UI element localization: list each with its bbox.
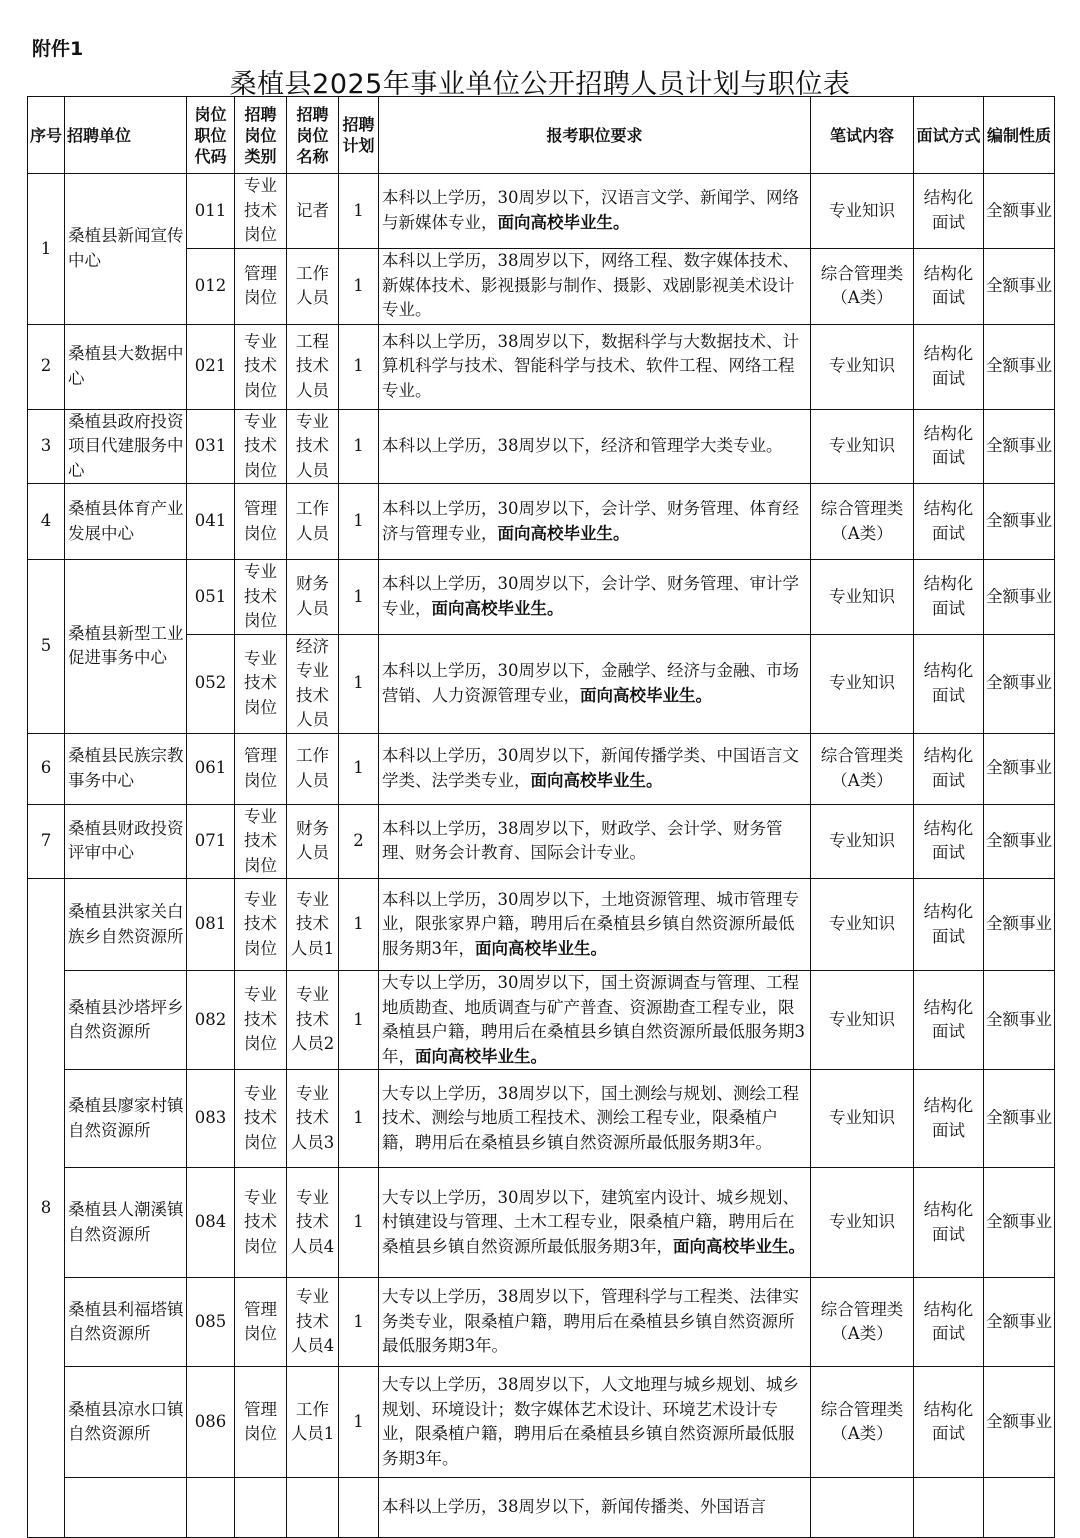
category-cell: 管理岗位	[235, 1278, 287, 1367]
category-cell: 专业技术岗位	[235, 409, 287, 484]
requirements-cell	[379, 560, 811, 635]
staffing-cell: 全额事业	[984, 634, 1055, 733]
staffing-cell: 全额事业	[984, 733, 1055, 804]
category-cell: 专业技术岗位	[235, 971, 287, 1070]
header-unit: 招聘单位	[65, 97, 187, 174]
category-cell: 专业技术岗位	[235, 634, 287, 733]
staffing-cell: 全额事业	[984, 174, 1055, 249]
table-row	[28, 409, 1055, 484]
position-cell: 工程技术人员	[287, 324, 339, 409]
table-row	[28, 879, 1055, 971]
unit-cell: 桑植县大数据中心	[65, 324, 187, 409]
unit-cell: 桑植县廖家村镇自然资源所	[65, 1070, 187, 1168]
unit-cell: 桑植县财政投资评审中心	[65, 804, 187, 879]
table-row	[28, 1168, 1055, 1278]
category-cell: 管理岗位	[235, 248, 287, 324]
code-cell: 012	[187, 248, 235, 324]
position-cell: 工作人员	[287, 733, 339, 804]
requirements-cell	[379, 1478, 811, 1538]
header-exam: 笔试内容	[811, 97, 914, 174]
document-title: 桑植县2025年事业单位公开招聘人员计划与职位表	[229, 69, 851, 100]
code-cell: 086	[187, 1367, 235, 1478]
staffing-cell: 全额事业	[984, 1070, 1055, 1168]
plan-cell: 1	[339, 1168, 379, 1278]
staffing-cell: 全额事业	[984, 1168, 1055, 1278]
exam-cell: 综合管理类（A类）	[811, 484, 914, 560]
requirements-bold-text: 面向高校毕业生。	[475, 938, 607, 958]
header-staffing: 编制性质	[984, 97, 1055, 174]
exam-cell: 专业知识	[811, 560, 914, 635]
position-cell: 财务人员	[287, 560, 339, 635]
code-cell: 071	[187, 804, 235, 879]
interview-cell	[914, 1478, 984, 1538]
requirements-cell	[379, 1168, 811, 1278]
plan-cell: 1	[339, 248, 379, 324]
unit-cell: 桑植县洪家关白族乡自然资源所	[65, 879, 187, 971]
interview-cell: 结构化面试	[914, 879, 984, 971]
staffing-cell	[984, 1478, 1055, 1538]
requirements-text: 大专以上学历，38周岁以下，国土测绘与规划、测绘工程技术、测绘与地质工程技术、测绘工程专业，限桑植户籍，聘用后在桑植县乡镇自然资源所最低服务期3年。	[382, 1083, 799, 1152]
table-row	[28, 484, 1055, 560]
requirements-text: 本科以上学历，30周岁以下，汉语言文学、新闻学、网络与新媒体专业，	[382, 188, 799, 232]
interview-cell: 结构化面试	[914, 634, 984, 733]
table-row	[28, 1278, 1055, 1367]
requirements-cell	[379, 324, 811, 409]
code-cell: 085	[187, 1278, 235, 1367]
position-cell: 专业技术人员4	[287, 1278, 339, 1367]
code-cell: 081	[187, 879, 235, 971]
staffing-cell: 全额事业	[984, 484, 1055, 560]
requirements-bold-text: 面向高校毕业生。	[431, 598, 564, 618]
category-cell: 专业技术岗位	[235, 174, 287, 249]
plan-cell: 1	[339, 971, 379, 1070]
interview-cell: 结构化面试	[914, 484, 984, 560]
header-seq: 序号	[28, 97, 65, 174]
attachment-label: 附件1	[32, 38, 84, 60]
table-row	[28, 733, 1055, 804]
plan-cell: 1	[339, 634, 379, 733]
exam-cell: 专业知识	[811, 174, 914, 249]
plan-cell: 1	[339, 879, 379, 971]
interview-cell: 结构化面试	[914, 324, 984, 409]
interview-cell: 结构化面试	[914, 560, 984, 635]
code-cell	[187, 1478, 235, 1538]
code-cell: 021	[187, 324, 235, 409]
requirements-bold-text: 面向高校毕业生。	[497, 212, 630, 232]
header-position: 招聘岗位名称	[287, 97, 339, 174]
header-requirements: 报考职位要求	[379, 97, 811, 174]
seq-cell: 5	[28, 560, 65, 734]
code-cell: 041	[187, 484, 235, 560]
code-cell: 083	[187, 1070, 235, 1168]
table-row	[28, 1070, 1055, 1168]
code-cell: 082	[187, 971, 235, 1070]
position-cell: 专业技术人员3	[287, 1070, 339, 1168]
header-interview: 面试方式	[914, 97, 984, 174]
requirements-cell	[379, 971, 811, 1070]
requirements-cell	[379, 634, 811, 733]
requirements-text: 大专以上学历，30周岁以下，建筑室内设计、城乡规划、村镇建设与管理、土木工程专业，限桑植户籍，聘用后在桑植县乡镇自然资源所最低服务期3年，	[382, 1187, 799, 1256]
unit-cell	[65, 1478, 187, 1538]
unit-cell: 桑植县政府投资项目代建服务中心	[65, 409, 187, 484]
exam-cell: 综合管理类（A类）	[811, 248, 914, 324]
code-cell: 031	[187, 409, 235, 484]
staffing-cell: 全额事业	[984, 560, 1055, 635]
exam-cell: 专业知识	[811, 879, 914, 971]
staffing-cell: 全额事业	[984, 1278, 1055, 1367]
requirements-cell	[379, 879, 811, 971]
header-plan: 招聘计划	[339, 97, 379, 174]
table-row	[28, 560, 1055, 635]
requirements-text: 大专以上学历，30周岁以下，国土资源调查与管理、工程地质勘查、地质调查与矿产普查、资源勘查工程专业，限桑植县户籍，聘用后在桑植县乡镇自然资源所最低服务期3年，	[382, 973, 805, 1066]
requirements-cell	[379, 733, 811, 804]
seq-cell: 1	[28, 174, 65, 325]
header-code: 岗位职位代码	[187, 97, 235, 174]
seq-cell: 3	[28, 409, 65, 484]
position-cell: 工作人员	[287, 484, 339, 560]
table-body	[28, 174, 1055, 1538]
requirements-text: 本科以上学历，38周岁以下，新闻传播类、外国语言	[382, 1497, 766, 1517]
exam-cell	[811, 1478, 914, 1538]
code-cell: 084	[187, 1168, 235, 1278]
plan-cell: 1	[339, 1278, 379, 1367]
category-cell: 专业技术岗位	[235, 560, 287, 635]
plan-cell: 1	[339, 409, 379, 484]
interview-cell: 结构化面试	[914, 1367, 984, 1478]
unit-cell: 桑植县新型工业促进事务中心	[65, 560, 187, 734]
seq-cell: 4	[28, 484, 65, 560]
position-cell: 专业技术人员	[287, 409, 339, 484]
category-cell: 专业技术岗位	[235, 879, 287, 971]
table-row	[28, 174, 1055, 249]
requirements-cell	[379, 1278, 811, 1367]
requirements-text: 本科以上学历，30周岁以下，土地资源管理、城市管理专业，限张家界户籍，聘用后在桑植县乡镇自然资源所最低服务期3年，	[382, 889, 799, 958]
position-cell: 工作人员	[287, 248, 339, 324]
plan-cell: 1	[339, 733, 379, 804]
unit-cell: 桑植县凉水口镇自然资源所	[65, 1367, 187, 1478]
requirements-cell	[379, 174, 811, 249]
seq-cell: 8	[28, 879, 65, 1538]
position-cell: 记者	[287, 174, 339, 249]
requirements-text: 本科以上学历，30周岁以下，金融学、经济与金融、市场营销、人力资源管理专业，	[382, 661, 799, 705]
code-cell: 011	[187, 174, 235, 249]
unit-cell: 桑植县人潮溪镇自然资源所	[65, 1168, 187, 1278]
plan-cell	[339, 1478, 379, 1538]
exam-cell: 专业知识	[811, 409, 914, 484]
header-category: 招聘岗位类别	[235, 97, 287, 174]
interview-cell: 结构化面试	[914, 1278, 984, 1367]
interview-cell: 结构化面试	[914, 733, 984, 804]
table-row	[28, 1367, 1055, 1478]
exam-cell: 专业知识	[811, 804, 914, 879]
table-row	[28, 1478, 1055, 1538]
exam-cell: 综合管理类（A类）	[811, 733, 914, 804]
requirements-text: 本科以上学历，38周岁以下，数据科学与大数据技术、计算机科学与技术、智能科学与技术、软件工程、网络工程专业。	[382, 331, 799, 400]
requirements-cell	[379, 1367, 811, 1478]
plan-cell: 1	[339, 174, 379, 249]
requirements-text: 本科以上学历，38周岁以下，网络工程、数字媒体技术、新媒体技术、影视摄影与制作、摄影、戏剧影视美术设计专业。	[382, 251, 799, 320]
category-cell	[235, 1478, 287, 1538]
interview-cell: 结构化面试	[914, 248, 984, 324]
exam-cell: 专业知识	[811, 634, 914, 733]
recruitment-table-container	[27, 96, 1054, 1517]
unit-cell: 桑植县利福塔镇自然资源所	[65, 1278, 187, 1367]
seq-cell: 7	[28, 804, 65, 879]
plan-cell: 1	[339, 1367, 379, 1478]
category-cell: 专业技术岗位	[235, 1070, 287, 1168]
staffing-cell: 全额事业	[984, 971, 1055, 1070]
table-row	[28, 971, 1055, 1070]
exam-cell: 专业知识	[811, 1070, 914, 1168]
requirements-text: 大专以上学历，38周岁以下，人文地理与城乡规划、城乡规划、环境设计；数字媒体艺术设计、环境艺术设计专业，限桑植户籍，聘用后在桑植县乡镇自然资源所最低服务期3年。	[382, 1375, 799, 1468]
plan-cell: 2	[339, 804, 379, 879]
unit-cell: 桑植县新闻宣传中心	[65, 174, 187, 325]
interview-cell: 结构化面试	[914, 1168, 984, 1278]
requirements-cell	[379, 409, 811, 484]
requirements-text: 本科以上学历，38周岁以下，经济和管理学大类专业。	[382, 436, 783, 455]
plan-cell: 1	[339, 484, 379, 560]
staffing-cell: 全额事业	[984, 1367, 1055, 1478]
category-cell: 管理岗位	[235, 733, 287, 804]
requirements-cell	[379, 1070, 811, 1168]
header-row	[28, 97, 1055, 174]
position-cell: 专业技术人员2	[287, 971, 339, 1070]
position-cell: 专业技术人员4	[287, 1168, 339, 1278]
exam-cell: 综合管理类（A类）	[811, 1367, 914, 1478]
staffing-cell: 全额事业	[984, 804, 1055, 879]
interview-cell: 结构化面试	[914, 409, 984, 484]
seq-cell: 2	[28, 324, 65, 409]
table-row	[28, 804, 1055, 879]
requirements-text: 本科以上学历，30周岁以下，会计学、财务管理、审计学专业，	[382, 574, 799, 618]
requirements-text: 本科以上学历，30周岁以下，会计学、财务管理、体育经济与管理专业，	[382, 499, 799, 543]
position-cell	[287, 1478, 339, 1538]
category-cell: 管理岗位	[235, 1367, 287, 1478]
position-cell: 专业技术人员1	[287, 879, 339, 971]
interview-cell: 结构化面试	[914, 804, 984, 879]
requirements-text: 本科以上学历，30周岁以下，新闻传播学类、中国语言文学类、法学类专业，	[382, 746, 799, 790]
unit-cell: 桑植县民族宗教事务中心	[65, 733, 187, 804]
category-cell: 专业技术岗位	[235, 324, 287, 409]
code-cell: 052	[187, 634, 235, 733]
staffing-cell: 全额事业	[984, 324, 1055, 409]
code-cell: 061	[187, 733, 235, 804]
interview-cell: 结构化面试	[914, 1070, 984, 1168]
exam-cell: 专业知识	[811, 971, 914, 1070]
requirements-cell	[379, 248, 811, 324]
requirements-bold-text: 面向高校毕业生。	[580, 685, 712, 705]
category-cell: 专业技术岗位	[235, 804, 287, 879]
requirements-text: 本科以上学历，38周岁以下，财政学、会计学、财务管理、财务会计教育、国际会计专业。	[382, 818, 783, 863]
requirements-bold-text: 面向高校毕业生。	[673, 1236, 805, 1256]
requirements-bold-text: 面向高校毕业生。	[415, 1046, 547, 1066]
position-cell: 财务人员	[287, 804, 339, 879]
table-row	[28, 324, 1055, 409]
exam-cell: 专业知识	[811, 1168, 914, 1278]
recruitment-table	[27, 96, 1055, 1538]
interview-cell: 结构化面试	[914, 971, 984, 1070]
seq-cell: 6	[28, 733, 65, 804]
requirements-text: 大专以上学历，38周岁以下，管理科学与工程类、法律实务类专业，限桑植户籍，聘用后在桑植县乡镇自然资源所最低服务期3年。	[382, 1287, 799, 1356]
position-cell: 工作人员1	[287, 1367, 339, 1478]
code-cell: 051	[187, 560, 235, 635]
position-cell: 经济专业技术人员	[287, 634, 339, 733]
category-cell: 专业技术岗位	[235, 1168, 287, 1278]
category-cell: 管理岗位	[235, 484, 287, 560]
requirements-cell	[379, 804, 811, 879]
requirements-bold-text: 面向高校毕业生。	[497, 523, 630, 543]
unit-cell: 桑植县体育产业发展中心	[65, 484, 187, 560]
exam-cell: 综合管理类（A类）	[811, 1278, 914, 1367]
interview-cell: 结构化面试	[914, 174, 984, 249]
plan-cell: 1	[339, 324, 379, 409]
staffing-cell: 全额事业	[984, 409, 1055, 484]
staffing-cell: 全额事业	[984, 879, 1055, 971]
requirements-cell	[379, 484, 811, 560]
staffing-cell: 全额事业	[984, 248, 1055, 324]
plan-cell: 1	[339, 560, 379, 635]
requirements-bold-text: 面向高校毕业生。	[530, 770, 663, 790]
plan-cell: 1	[339, 1070, 379, 1168]
exam-cell: 专业知识	[811, 324, 914, 409]
unit-cell: 桑植县沙塔坪乡自然资源所	[65, 971, 187, 1070]
